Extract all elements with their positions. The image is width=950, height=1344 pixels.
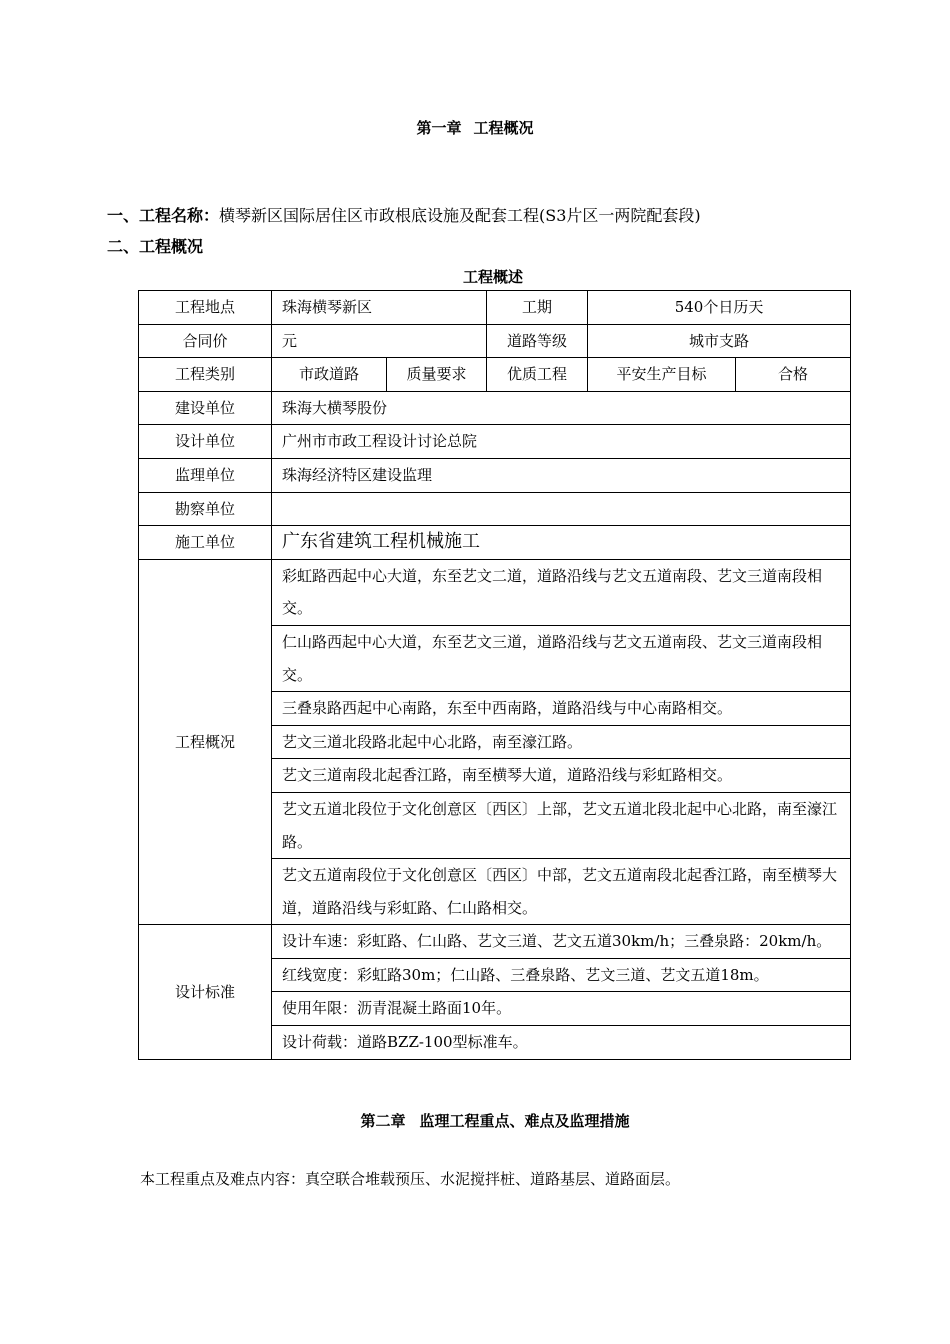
key-points-paragraph: 本工程重点及难点内容：真空联合堆载预压、水泥搅拌桩、道路基层、道路面层。	[140, 1170, 681, 1188]
section-2-heading	[107, 234, 203, 257]
project-type-value: 市政道路	[272, 358, 387, 392]
table-row	[139, 391, 851, 425]
overview-item: 三叠泉路西起中心南路，东至中西南路，道路沿线与中心南路相交。	[272, 692, 851, 726]
section-2-label: 二、工程概况	[107, 237, 204, 256]
table-caption: 工程概述	[462, 268, 523, 286]
project-type-label: 工程类别	[139, 358, 272, 392]
safety-goal-label: 平安生产目标	[588, 358, 736, 392]
duration-label: 工期	[487, 291, 588, 325]
location-value: 珠海横琴新区	[272, 291, 487, 325]
builder-label: 建设单位	[139, 391, 272, 425]
chapter-2-heading	[0, 1110, 950, 1131]
location-label: 工程地点	[139, 291, 272, 325]
table-row	[139, 559, 851, 625]
overview-item: 艺文三道北段路北起中心北路，南至濠江路。	[272, 725, 851, 759]
contract-price-value: 元	[272, 324, 487, 358]
chapter-1-heading	[0, 117, 950, 138]
chapter-2-title: 监理工程重点、难点及监理措施	[419, 1112, 630, 1130]
overview-item: 艺文三道南段北起香江路，南至横琴大道，道路沿线与彩虹路相交。	[272, 759, 851, 793]
supervisor-value: 珠海经济特区建设监理	[272, 458, 851, 492]
table-row	[139, 324, 851, 358]
overview-item: 仁山路西起中心大道，东至艺文三道，道路沿线与艺文五道南段、艺文三道南段相交。	[272, 625, 851, 691]
contractor-label: 施工单位	[139, 526, 272, 560]
standard-item: 红线宽度：彩虹路30m；仁山路、三叠泉路、艺文三道、艺文五道18m。	[272, 958, 851, 992]
designer-label: 设计单位	[139, 425, 272, 459]
project-overview-table	[138, 290, 851, 1060]
overview-item: 彩虹路西起中心大道，东至艺文二道，道路沿线与艺文五道南段、艺文三道南段相交。	[272, 559, 851, 625]
road-grade-value: 城市支路	[588, 324, 851, 358]
table-row	[139, 358, 851, 392]
builder-value: 珠海大横琴股份	[272, 391, 851, 425]
duration-value: 540个日历天	[588, 291, 851, 325]
safety-goal-value: 合格	[736, 358, 851, 392]
surveyor-label: 勘察单位	[139, 492, 272, 526]
standard-item: 使用年限：沥青混凝土路面10年。	[272, 992, 851, 1026]
project-name-value: 横琴新区国际居住区市政根底设施及配套工程(S3片区一两院配套段)	[219, 206, 701, 225]
project-name-line	[107, 203, 701, 226]
project-name-label: 一、工程名称：	[107, 206, 220, 225]
contractor-value: 广东省建筑工程机械施工	[272, 526, 851, 560]
overview-item: 艺文五道南段位于文化创意区〔西区〕中部，艺文五道南段北起香江路，南至横琴大道，道路沿线与彩虹路、仁山路相交。	[272, 859, 851, 925]
table-row	[139, 425, 851, 459]
table-row	[139, 291, 851, 325]
chapter-2-number: 第二章	[360, 1112, 406, 1130]
contract-price-label: 合同价	[139, 324, 272, 358]
standard-item: 设计车速：彩虹路、仁山路、艺文三道、艺文五道30km/h；三叠泉路：20km/h。	[272, 925, 851, 959]
standard-label: 设计标准	[139, 925, 272, 1059]
table-row	[139, 492, 851, 526]
quality-value: 优质工程	[487, 358, 588, 392]
designer-value: 广州市市政工程设计讨论总院	[272, 425, 851, 459]
table-row	[139, 458, 851, 492]
overview-label: 工程概况	[139, 559, 272, 925]
surveyor-value	[272, 492, 851, 526]
chapter-1-number: 第一章	[416, 119, 462, 137]
table-row	[139, 526, 851, 560]
supervisor-label: 监理单位	[139, 458, 272, 492]
table-row	[139, 925, 851, 959]
standard-item: 设计荷载：道路BZZ-100型标准车。	[272, 1026, 851, 1060]
quality-label: 质量要求	[387, 358, 487, 392]
road-grade-label: 道路等级	[487, 324, 588, 358]
overview-item: 艺文五道北段位于文化创意区〔西区〕上部，艺文五道北段北起中心北路，南至濠江路。	[272, 792, 851, 858]
chapter-1-title: 工程概况	[473, 119, 534, 137]
